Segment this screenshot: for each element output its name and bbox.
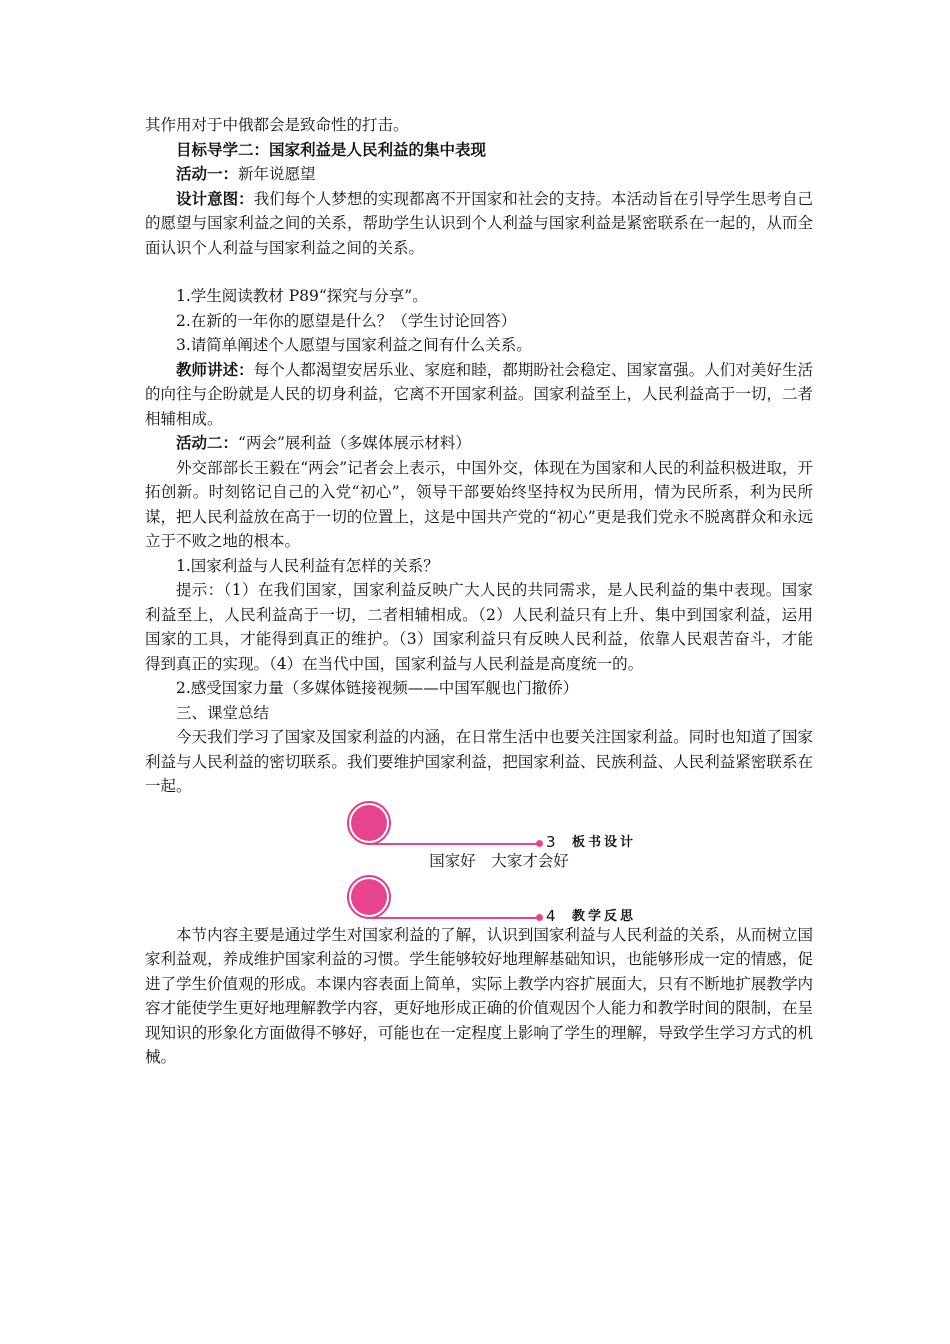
reflection-text: 本节内容主要是通过学生对国家利益的了解，认识到国家利益与人民利益的关系，从而树立国家利益观，养成维护国家利益的习惯。学生能够较好地理解基础知识，也能够形成一定的情感，促进了学生价值观的形成。本课内容表面上简单，实际上教学内容扩展面大，只有不断地扩展教学内容才能使学生更好地理解教学内容，更好地形成正确的价值观因个人能力和教学时间的限制，在呈现知识的形象化方面做得不够好，可能也在一定程度上影响了学生的理解，导致学生学习方式的机械。 [145, 925, 813, 1066]
section-3-header [145, 801, 813, 851]
material-question-2: 2.感受国家力量（多媒体链接视频——中国军舰也门撤侨） [176, 679, 579, 697]
section-4-title: 教学反思 [572, 908, 637, 924]
pink-dot [351, 805, 387, 841]
hint-text: 提示：（1）在我们国家，国家利益反映广大人民的共同需求，是人民利益的集中表现。国家利益至上，人民利益高于一切，二者相辅相成。（2）人民利益只有上升、集中到国家利益，运用国家的工具，才能得到真正的维护。（3）国家利益只有反映人民利益，依靠人民艰苦奋斗，才能得到真正的实现。（4）在当代中国，国家利益与人民利益是高度统一的。 [145, 581, 813, 673]
teacher-talk-text: 每个人都渴望安居乐业、家庭和睦，都期盼社会稳定、国家富强。人们对美好生活的向往与企盼就是人民的切身利益，它离不开国家利益。国家利益至上，人民利益高于一切，二者相辅相成。 [145, 360, 813, 428]
section-underline [371, 843, 540, 845]
design-intent-text: 我们每个人梦想的实现都离不开国家和社会的支持。本活动旨在引导学生思考自己的愿望与国家利益之间的关系，帮助学生认识到个人利益与国家利益是紧密联系在一起的，从而全面认识个人利益与国家利益之间的关系。 [145, 189, 813, 257]
design-intent [145, 187, 813, 261]
question-1: 1.学生阅读教材 P89“探究与分享”。 [176, 287, 428, 305]
section-4-number: 4 [546, 906, 556, 925]
activity-1-title: 新年说愿望 [238, 165, 316, 183]
activity-2-label: 活动二： [176, 433, 239, 452]
teacher-talk [145, 358, 813, 432]
board-design-text: 国家好 大家才会好 [429, 851, 569, 870]
activity-2-title: “两会”展利益（多媒体展示材料） [238, 434, 471, 452]
section-4-header [145, 875, 813, 925]
section-3-number: 3 [546, 832, 556, 851]
line-end-dot [536, 914, 543, 921]
activity-1 [145, 162, 813, 187]
question-2: 2.在新的一年你的愿望是什么？（学生讨论回答） [176, 311, 517, 330]
teacher-talk-label: 教师讲述： [176, 359, 254, 379]
summary-text: 今天我们学习了国家及国家利益的内涵，在日常生活中也要关注国家利益。同时也知道了国家利益与人民利益的密切联系。我们要维护国家利益，把国家利益、民族利益、人民利益紧密联系在一起。 [145, 728, 813, 795]
document-page [145, 113, 813, 1070]
goal-heading-2: 目标导学二：国家利益是人民利益的集中表现 [176, 139, 487, 159]
design-intent-label: 设计意图： [176, 188, 254, 208]
section-3-title: 板书设计 [572, 834, 637, 850]
line-end-dot [536, 840, 543, 847]
material-text: 外交部部长王毅在“两会”记者会上表示，中国外交，体现在为国家和人民的利益积极进取，开拓创新。时刻铭记自己的入党“初心”，领导干部要始终坚持权为民所用，情为民所系，利为民所谋，把人民利益放在高于一切的位置上，这是中国共产党的“初心”更是我们党永不脱离群众和永远立于不败之地的根本。 [145, 458, 813, 550]
section-underline [371, 917, 540, 919]
paragraph-continued: 其作用对于中俄都会是致命性的打击。 [145, 116, 409, 134]
activity-1-label: 活动一： [176, 164, 239, 183]
summary-title: 三、课堂总结 [176, 703, 270, 722]
activity-2 [145, 431, 813, 456]
pink-dot [351, 879, 387, 915]
material-question-1: 1.国家利益与人民利益有怎样的关系？ [176, 556, 439, 575]
question-3: 3.请简单阐述个人愿望与国家利益之间有什么关系。 [176, 336, 532, 354]
